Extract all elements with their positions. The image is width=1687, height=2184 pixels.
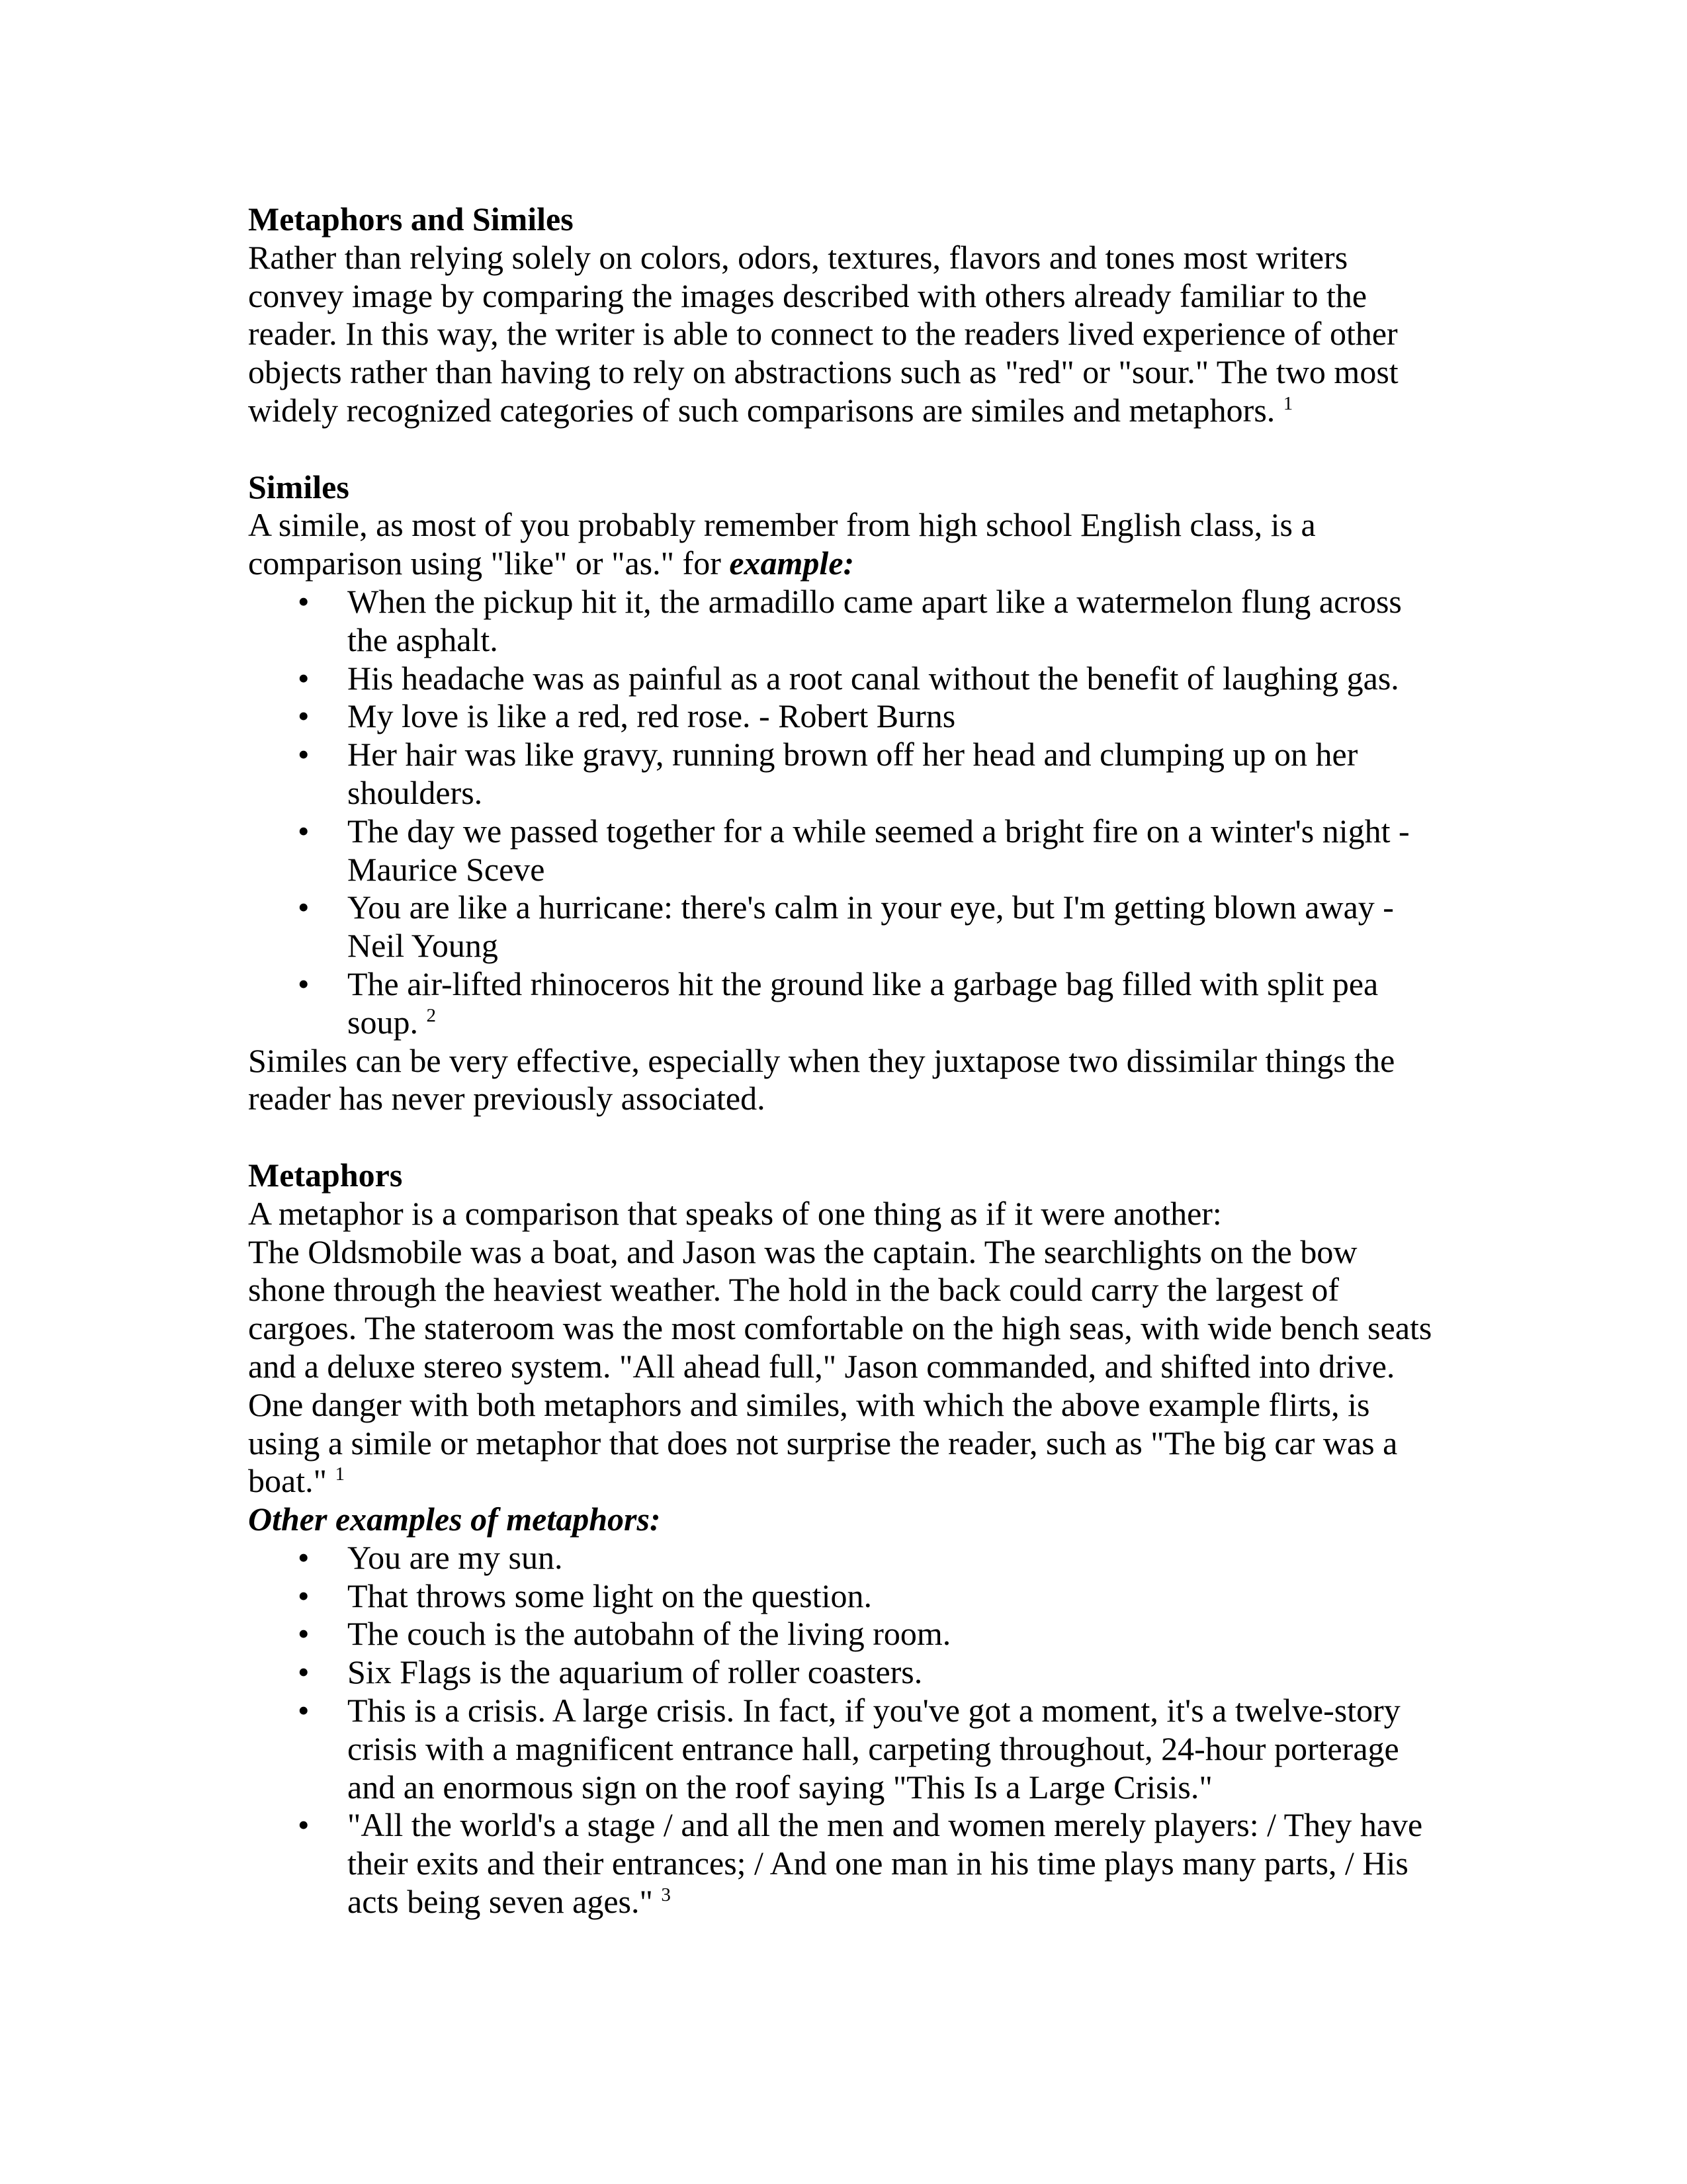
list-item [248, 697, 1439, 736]
bullet-icon: • [298, 1806, 310, 1844]
metaphors-body-text: The Oldsmobile was a boat, and Jason was the captain. The searchlights on the bow shone through the heaviest weather. The hold in the back could carry the largest of cargoes. The stateroom was the most comfortable on the high seas, with wide bench seats and a deluxe stereo system. "All ahead full," Jason commanded, and shifted into drive. One danger with both metaphors and similes, with which the above example flirts, is using a simile or metaphor that does not surprise the reader, such as "The big car was a boat." [248, 1233, 1432, 1500]
similes-outro-paragraph: Similes can be very effective, especially when they juxtapose two dissimilar things the reader has never previously associated. [248, 1041, 1395, 1117]
list-item-text: When the pickup hit it, the armadillo came apart like a watermelon flung across the asphalt. [347, 582, 1402, 658]
list-item [248, 965, 1439, 1042]
similes-examples-list [248, 583, 1439, 1042]
section-heading-metaphors: Metaphors [248, 1156, 403, 1194]
list-item-text: The air-lifted rhinoceros hit the ground like a garbage bag filled with split pea soup. [347, 965, 1379, 1041]
bullet-icon: • [298, 659, 310, 697]
list-item [248, 1539, 1439, 1577]
list-item [248, 812, 1439, 889]
list-item-text: Her hair was like gravy, running brown off her head and clumping up on her shoulders. [347, 736, 1358, 811]
list-item-text: My love is like a red, red rose. - Robert Burns [347, 697, 956, 735]
footnote-ref: 3 [661, 1884, 671, 1906]
list-item-text: You are my sun. [347, 1538, 563, 1576]
intro-paragraph-text: Rather than relying solely on colors, odors, textures, flavors and tones most writers convey image by comparing the images described with others already familiar to the reader. In this way, the writer is able to connect to the readers lived experience of other objects rather than having to rely on abstractions such as "red" or "sour." The two most widely recognized categories of such comparisons are similes and metaphors. [248, 238, 1399, 429]
bullet-icon: • [298, 965, 310, 1002]
metaphors-examples-list [248, 1539, 1439, 1921]
list-item-text: This is a crisis. A large crisis. In fact, if you've got a moment, it's a twelve-story crisis with a magnificent entrance hall, carpeting throughout, 24-hour porterage and an enormous sign on the roof saying "This Is a Large Crisis." [347, 1692, 1401, 1806]
section-heading-similes: Similes [248, 468, 349, 505]
list-item [248, 583, 1439, 660]
bullet-icon: • [298, 697, 310, 735]
list-item-text: That throws some light on the question. [347, 1577, 872, 1614]
list-item-text: Six Flags is the aquarium of roller coasters. [347, 1653, 923, 1691]
metaphors-body-paragraph [248, 1233, 1439, 1501]
paragraph-spacer [248, 430, 1439, 468]
bullet-icon: • [298, 1615, 310, 1653]
bullet-icon: • [298, 1692, 310, 1729]
list-item-text: The day we passed together for a while seemed a bright fire on a winter's night - Maurice Sceve [347, 812, 1410, 888]
similes-intro-text: A simile, as most of you probably remember from high school English class, is a comparison using "like" or "as." for [248, 506, 1316, 582]
bullet-icon: • [298, 889, 310, 926]
footnote-ref: 1 [335, 1463, 345, 1485]
list-item-text: You are like a hurricane: there's calm in your eye, but I'm getting blown away - Neil Young [347, 889, 1394, 965]
bullet-icon: • [298, 582, 310, 620]
bullet-icon: • [298, 1577, 310, 1614]
list-item-text: His headache was as painful as a root canal without the benefit of laughing gas. [347, 659, 1399, 697]
list-item [248, 736, 1439, 812]
bullet-icon: • [298, 736, 310, 773]
bullet-icon: • [298, 1653, 310, 1691]
bullet-icon: • [298, 1538, 310, 1576]
document-content [248, 200, 1439, 1921]
list-item [248, 1577, 1439, 1616]
list-item [248, 889, 1439, 965]
list-item [248, 1653, 1439, 1692]
list-item [248, 1615, 1439, 1653]
other-examples-heading: Other examples of metaphors: [248, 1501, 661, 1538]
similes-intro-paragraph [248, 506, 1439, 583]
footnote-ref: 2 [426, 1004, 436, 1026]
paragraph-spacer [248, 1118, 1439, 1157]
intro-paragraph [248, 239, 1439, 430]
list-item [248, 660, 1439, 698]
list-item [248, 1692, 1439, 1806]
metaphors-intro-paragraph: A metaphor is a comparison that speaks of one thing as if it were another: [248, 1194, 1222, 1232]
list-item-text: The couch is the autobahn of the living room. [347, 1615, 951, 1653]
section-heading-metaphors-and-similes: Metaphors and Similes [248, 200, 574, 238]
bullet-icon: • [298, 812, 310, 850]
list-item-text: "All the world's a stage / and all the men and women merely players: / They have their exits and their entrances; / And one man in his time plays many parts, / His acts being seven ages." [347, 1806, 1423, 1921]
example-emphasis-text: example: [729, 545, 855, 582]
footnote-ref: 1 [1283, 393, 1293, 415]
list-item [248, 1806, 1439, 1921]
